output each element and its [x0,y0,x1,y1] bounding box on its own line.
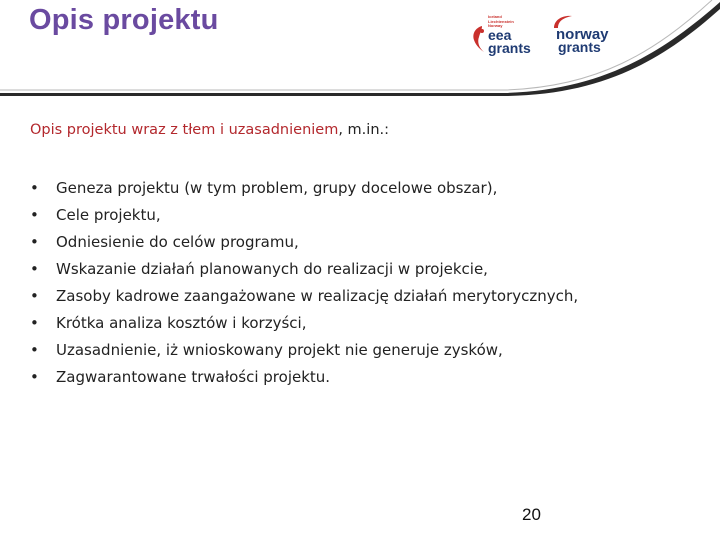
list-item-text: Zagwarantowane trwałości projektu. [56,368,331,386]
norway-grants-logo [548,14,612,54]
eea-grants-logo [470,14,540,56]
section-subtitle [30,122,389,138]
eea-grants-logo-icon [470,24,486,54]
list-item-text: Cele projektu, [56,206,161,224]
list-item-text: Geneza projektu (w tym problem, grupy docelowe obszar), [56,179,498,197]
bullet-marker: • [30,341,39,359]
eea-logo-small-text: Iceland Liechtenstein Norway [488,14,514,28]
eea-logo-line1: eea [488,27,512,43]
bullet-marker: • [30,287,39,305]
subtitle-accent-text: Opis projektu wraz z tłem i uzasadnieniem [30,122,339,138]
list-item-text: Krótka analiza kosztów i korzyści, [56,314,307,332]
bullet-list [30,178,578,394]
list-item [30,259,578,286]
norway-logo-line2: grants [558,39,601,55]
list-item-text: Odniesienie do celów programu, [56,233,299,251]
list-item [30,340,578,367]
list-item-text: Wskazanie działań planowanych do realizacji w projekcie, [56,260,488,278]
bullet-marker: • [30,233,39,251]
norway-logo-line1: norway [556,26,609,43]
subtitle-rest-text: , m.in.: [338,122,390,138]
eea-logo-line2: grants [488,40,531,56]
list-item [30,367,578,394]
list-item [30,313,578,340]
list-item [30,205,578,232]
page-title: Opis projektu [29,4,219,36]
bullet-marker: • [30,260,39,278]
bullet-marker: • [30,314,39,332]
page-number: 20 [522,505,541,524]
list-item-text: Uzasadnienie, iż wnioskowany projekt nie generuje zysków, [56,341,503,359]
list-item [30,286,578,313]
bullet-marker: • [30,368,39,386]
list-item-text: Zasoby kadrowe zaangażowane w realizację działań merytorycznych, [56,287,579,305]
list-item [30,232,578,259]
list-item [30,178,578,205]
bullet-marker: • [30,206,39,224]
bullet-marker: • [30,179,39,197]
